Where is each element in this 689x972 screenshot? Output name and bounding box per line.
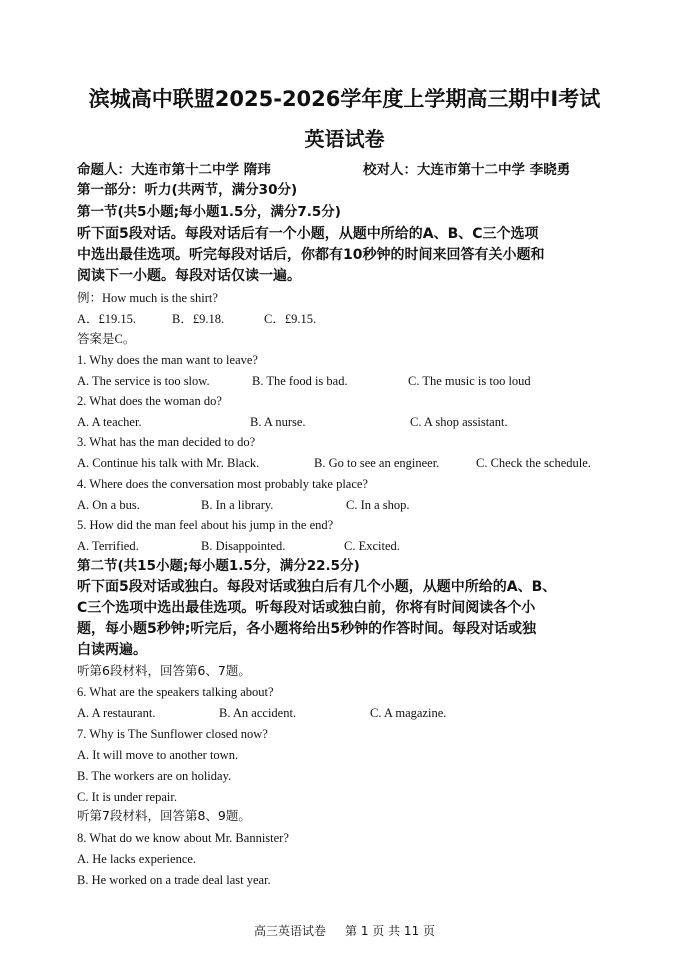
q4-option-a: A. On a bus. bbox=[77, 498, 140, 512]
page-footer: 高三英语试卷 第 1 页 共 11 页 bbox=[253, 924, 436, 938]
exam-title: 滨城高中联盟2025-2026学年度上学期高三期中Ⅰ考试 bbox=[88, 87, 601, 111]
q3-option-a: A. Continue his talk with Mr. Black. bbox=[77, 456, 260, 470]
q5-option-a: A. Terrified. bbox=[77, 539, 139, 553]
example-option-c: C．£9.15. bbox=[264, 312, 317, 326]
q1-option-b: B. The food is bad. bbox=[252, 374, 348, 388]
section1-heading: 第一节(共5小题;每小题1.5分，满分7.5分) bbox=[77, 204, 341, 220]
q6-option-c: C. A magazine. bbox=[370, 706, 447, 720]
q5-option-b: B. Disappointed. bbox=[201, 539, 286, 553]
section1-instruction-line: 阅读下一小题。每段对话仅读一遍。 bbox=[77, 268, 301, 284]
q1-option-c: C. The music is too loud bbox=[408, 374, 531, 388]
q8-option-b: B. He worked on a trade deal last year. bbox=[77, 873, 271, 887]
example-answer: 答案是C。 bbox=[77, 332, 136, 346]
section2-instruction-line: C三个选项中选出最佳选项。听每段对话或独白前，你将有时间阅读各个小 bbox=[77, 600, 536, 616]
q2-option-c: C. A shop assistant. bbox=[410, 415, 508, 429]
question-3: 3. What has the man decided to do? bbox=[77, 435, 256, 449]
setter-info: 命题人：大连市第十二中学 隋玮 bbox=[77, 162, 271, 178]
question-7: 7. Why is The Sunflower closed now? bbox=[77, 727, 268, 741]
question-8: 8. What do we know about Mr. Bannister? bbox=[77, 831, 289, 845]
section2-instruction-line: 白读两遍。 bbox=[77, 642, 147, 658]
section2-heading: 第二节(共15小题;每小题1.5分，满分22.5分) bbox=[77, 558, 360, 574]
question-5: 5. How did the man feel about his jump in the end? bbox=[77, 518, 334, 532]
q1-option-a: A. The service is too slow. bbox=[77, 374, 210, 388]
exam-subtitle: 英语试卷 bbox=[304, 127, 385, 151]
example-question: 例：How much is the shirt? bbox=[77, 291, 218, 305]
q8-option-a: A. He lacks experience. bbox=[77, 852, 197, 866]
part1-heading: 第一部分：听力(共两节，满分30分) bbox=[77, 182, 298, 198]
checker-info: 校对人：大连市第十二中学 李晓勇 bbox=[363, 162, 571, 178]
section2-instruction-line: 题，每小题5秒钟;听完后，各小题将给出5秒钟的作答时间。每段对话或独 bbox=[77, 621, 537, 637]
section2-instruction-line: 听下面5段对话或独白。每段对话或独白后有几个小题，从题中所给的A、B、 bbox=[77, 579, 557, 595]
question-2: 2. What does the woman do? bbox=[77, 394, 222, 408]
q6-option-b: B. An accident. bbox=[219, 706, 297, 720]
q4-option-b: B. In a library. bbox=[201, 498, 274, 512]
section1-instruction-line: 中选出最佳选项。听完每段对话后，你都有10秒钟的时间来回答有关小题和 bbox=[77, 247, 545, 263]
example-option-b: B．£9.18. bbox=[172, 312, 225, 326]
q3-option-b: B. Go to see an engineer. bbox=[314, 456, 440, 470]
material-7-note: 听第7段材料，回答第8、9题。 bbox=[77, 808, 251, 823]
q6-option-a: A. A restaurant. bbox=[77, 706, 156, 720]
q7-option-a: A. It will move to another town. bbox=[77, 748, 239, 762]
question-6: 6. What are the speakers talking about? bbox=[77, 685, 274, 699]
q7-option-c: C. It is under repair. bbox=[77, 790, 177, 804]
question-1: 1. Why does the man want to leave? bbox=[77, 353, 258, 367]
q3-option-c: C. Check the schedule. bbox=[476, 456, 591, 470]
q4-option-c: C. In a shop. bbox=[346, 498, 410, 512]
q2-option-b: B. A nurse. bbox=[250, 415, 306, 429]
q5-option-c: C. Excited. bbox=[344, 539, 400, 553]
material-6-note: 听第6段材料，回答第6、7题。 bbox=[77, 663, 251, 678]
question-4: 4. Where does the conversation most probably take place? bbox=[77, 477, 368, 491]
q7-option-b: B. The workers are on holiday. bbox=[77, 769, 232, 783]
q2-option-a: A. A teacher. bbox=[77, 415, 142, 429]
section1-instruction-line: 听下面5段对话。每段对话后有一个小题，从题中所给的A、B、C三个选项 bbox=[77, 226, 539, 242]
example-option-a: A．£19.15. bbox=[77, 312, 137, 326]
